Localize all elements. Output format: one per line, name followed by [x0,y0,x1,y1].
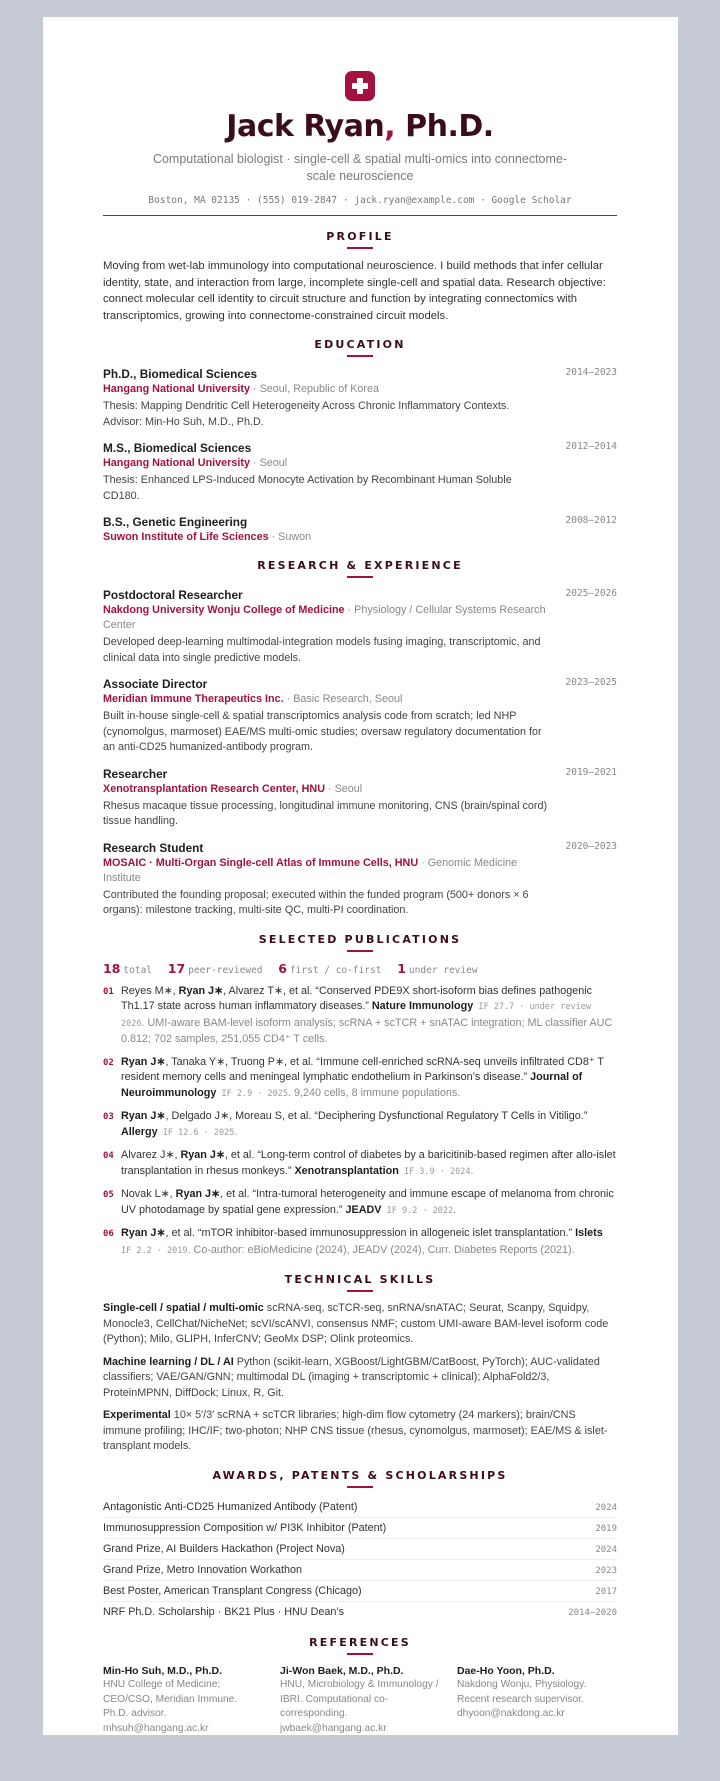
section-underline [347,576,373,578]
entry-description: Built in-house single-cell & spatial transcriptomics analysis code from scratch; led NHP (cynomolgus, marmoset) EAE/MS multi-omic studies; oversaw regulatory documentation for an anti-CD25 humanized-antibody program. [103,710,542,753]
publication-self-author: Ryan J∗ [180,1149,225,1161]
publication-item [103,1109,617,1141]
award-label: NRF Ph.D. Scholarship · BK21 Plus · HNU Dean’s [103,1605,345,1618]
entry-title: Associate Director [103,677,208,691]
research-entry [103,766,617,830]
publication-meta: IF 27.7 · under review 2026 [121,1002,591,1029]
section-title-publications: SELECTED PUBLICATIONS [258,932,462,946]
research-entry [103,587,617,666]
award-label: Grand Prize, Metro Innovation Workathon [103,1563,303,1576]
award-row [103,1497,617,1518]
entry-title: Researcher [103,766,168,781]
publication-journal: Xenotransplantation [294,1164,399,1177]
skill-items: scRNA-seq, scTCR-seq, snRNA/snATAC; Seurat, Scanpy, Squidpy, Monocle3, CellChat/NicheNet; scVI/scANVI, consensus NMF; custom UMI-aware BAM-level isoform code (Python); Milo, GLIPH, InferCNV; GeoMx DSP; Olink proteomics. [103,1302,609,1345]
stat-review-label: under review [408,964,478,976]
entry-institution: Suwon Institute of Life Sciences [103,531,269,543]
publication-number: 03 [103,1112,114,1122]
publication-title: “Deciphering Dysfunctional Regulatory T Cells in Vitiligo.” [314,1110,588,1122]
entry-institution: Hangang National University [103,383,250,395]
skill-category: Single-cell / spatial / multi-omic [103,1302,264,1314]
stat-total-count: 18 [103,960,121,976]
section-underline [347,950,373,952]
entry-location: · Physiology / Cellular Systems Research Center [103,604,546,631]
entry-location: · Seoul, Republic of Korea [250,383,380,395]
entry-date: 2023–2025 [565,677,617,688]
entry-institution: Xenotransplantation Research Center, HNU [103,782,325,795]
stat-total-label: total [123,964,153,976]
reference-detail: HNU, Microbiology & Immunology / IBRI. Computational co-corresponding. [280,1679,439,1719]
education-entry [103,514,617,545]
publication-number: 06 [103,1229,114,1239]
award-year: 2017 [595,1586,617,1597]
header-divider [103,215,617,216]
publication-pre-authors: Novak L∗, [121,1188,176,1200]
entry-title: Postdoctoral Researcher [103,588,243,602]
award-label: Grand Prize, AI Builders Hackathon (Project Nova) [103,1542,345,1555]
entry-description: Thesis: Enhanced LPS-Induced Monocyte Activation by Recombinant Human Soluble CD180. [103,474,512,502]
publication-number: 05 [103,1190,114,1200]
publication-journal: Islets [575,1227,603,1239]
publication-title: “Intra-tumoral heterogeneity and immune escape of melanoma from chronic UV photodamage by spatial gene expression.” [121,1188,614,1216]
name-comma: , [384,109,396,144]
publication-pre-authors: Alvarez J∗, [121,1149,181,1161]
entry-title: Ph.D., Biomedical Sciences [103,367,258,381]
award-year: 2024 [595,1544,617,1555]
reference-name: Min-Ho Suh, M.D., Ph.D. [103,1664,222,1677]
reference-detail: Nakdong Wonju, Physiology. Recent research supervisor. [457,1679,587,1705]
candidate-name [103,109,617,145]
entry-institution: Hangang National University [103,457,250,469]
research-list [103,587,617,919]
section-title-profile: PROFILE [326,230,394,243]
entry-description: Developed deep-learning multimodal-integration models fusing imaging, transcriptomic, and clinical data into single predictive models. [103,636,541,664]
entry-date: 2025–2026 [565,588,617,599]
publication-meta: IF 2.2 · 2019 [121,1245,188,1256]
section-title-references: REFERENCES [309,1635,411,1649]
publication-journal: JEADV [345,1203,382,1216]
publication-extra: . UMI-aware BAM-level isoform analysis; scRNA + scTCR + snATAC integration; ML classifier AUC 0.812; 702 samples, 251,055 CD4⁺ T cells. [121,1016,613,1045]
entry-institution: MOSAIC · Multi-Organ Single-cell Atlas of Immune Cells, HNU [103,856,419,869]
entry-org [103,456,548,471]
section-underline [347,1486,373,1488]
publication-title: “Conserved PDE9X short-isoform bias defines pathogenic Th1.17 state across human inflammatory diseases.” [121,984,593,1012]
reference-detail: HNU College of Medicine; CEO/CSO, Meridian Immune. Ph.D. advisor. [103,1679,238,1719]
medical-cross-icon [345,71,375,101]
resume-content [103,71,617,1736]
skill-category: Experimental [103,1409,171,1421]
publication-authors: , et al. [224,1149,258,1161]
reference-card [103,1664,263,1737]
publication-item [103,1055,617,1103]
award-row [103,1581,617,1602]
entry-date: 2008–2012 [565,515,617,526]
award-year: 2024 [595,1502,617,1513]
entry-org [103,382,548,397]
award-year: 2014–2020 [568,1607,617,1618]
section-underline [347,1653,373,1655]
publication-title: “Immune cell-enriched scRNA-seq unveils infiltrated CD8⁺ T resident memory cells and meningeal lymphatic endothelium in Parkinson’s disease.” [121,1055,604,1083]
publication-title: “mTOR inhibitor-based immunosuppression in allogeneic islet transplantation.” [197,1227,576,1239]
reference-card [457,1664,617,1737]
award-row [103,1539,617,1560]
entry-description: Thesis: Mapping Dendritic Cell Heterogeneity Across Chronic Inflammatory Contexts. Advisor: Min-Ho Suh, M.D., Ph.D. [103,400,510,428]
references-list [103,1664,617,1737]
publication-self-author: Ryan J∗ [178,984,224,997]
reference-email[interactable]: jwbaek@hangang.ac.kr [280,1722,387,1734]
tagline: Computational biologist · single-cell & spatial multi-omics into connectome-scale neuroscience [152,152,568,183]
entry-title: M.S., Biomedical Sciences [103,441,252,455]
publication-item [103,1148,617,1180]
entry-location: · Seoul [250,457,288,469]
publication-meta: IF 3.9 · 2024 [398,1166,471,1177]
skill-group [103,1301,617,1348]
section-title-education: EDUCATION [314,338,406,351]
skill-category: Machine learning / DL / AI [103,1355,234,1368]
publication-meta: IF 12.6 · 2025 [157,1127,235,1138]
publication-authors: , Alvarez T∗, et al. [223,984,316,997]
publication-item [103,1226,617,1259]
entry-institution: Meridian Immune Therapeutics Inc. [103,693,284,705]
publication-item [103,1187,617,1219]
publication-item [103,984,617,1048]
publication-journal: Nature Immunology [371,1000,474,1012]
section-underline [347,247,373,249]
stat-peer-count: 17 [167,960,186,976]
publication-meta: IF 9.2 · 2022 [381,1205,454,1216]
award-label: Antagonistic Anti-CD25 Humanized Antibody (Patent) [103,1500,358,1513]
entry-date: 2019–2021 [565,766,617,778]
publication-authors: , et al. [165,1227,198,1239]
section-title-awards: AWARDS, PATENTS & SCHOLARSHIPS [212,1468,508,1482]
publication-list [103,984,617,1260]
entry-title: B.S., Genetic Engineering [103,515,248,529]
skill-group [103,1355,617,1402]
publication-authors: , et al. [220,1188,253,1200]
publication-extra: . Co-author: eBioMedicine (2024), JEADV (2024), Curr. Diabetes Reports (2021). [187,1243,575,1256]
reference-email[interactable]: mhsuh@hangang.ac.kr [103,1722,209,1734]
reference-card [280,1664,440,1737]
entry-location: · Basic Research, Seoul [283,693,403,705]
publication-number: 02 [103,1057,114,1068]
entry-location: · Suwon [268,531,312,543]
publication-extra: . [234,1125,238,1138]
skill-items: 10× 5′/3′ scRNA + scTCR libraries; high-dim flow cytometry (24 markers); brain/CNS immune profiling; IHC/IF; two-photon; NHP CNS tissue (rhesus, cynomolgus, marmoset); EAE/MS & islet-transplant models. [103,1409,608,1452]
research-entry [103,676,617,756]
skills-list [103,1301,617,1455]
stat-review-count: 1 [397,960,406,976]
publication-pre-authors: Reyes M∗, [121,984,179,997]
education-entry [103,440,617,504]
name-suffix: Ph.D. [395,109,494,144]
publication-stats [103,961,617,976]
contact-line: Boston, MA 02135 · (555) 019-2847 · jack.ryan@example.com · Google Scholar [148,195,572,206]
stat-first-count: 6 [278,960,287,976]
publication-authors: , Delgado J∗, Moreau S, et al. [165,1110,315,1122]
publication-number: 01 [103,986,114,997]
skill-items: Python (scikit-learn, XGBoost/LightGBM/CatBoost, PyTorch); AUC-validated classifiers; VAE/GAN/GNN; multimodal DL (imaging + transcriptomic + clinical); AlphaFold2/3, ProteinMPNN, DiffDock; Linux, R, Git. [103,1355,600,1399]
skill-group [103,1408,617,1455]
entry-location: · Seoul [325,782,363,795]
entry-org [103,856,548,886]
entry-date: 2012–2014 [565,441,617,452]
section-title-skills: TECHNICAL SKILLS [284,1273,436,1286]
stat-peer-label: peer-reviewed [188,964,263,976]
publication-number: 04 [103,1151,114,1161]
section-underline [347,355,373,357]
education-list [103,366,617,545]
resume-page [43,17,678,1735]
publication-extra: . 9,240 cells, 8 immune populations. [288,1086,461,1099]
award-year: 2023 [595,1565,617,1576]
award-label: Immunosuppression Composition w/ PI3K Inhibitor (Patent) [103,1521,387,1534]
entry-org [103,692,548,707]
section-underline [347,1290,373,1292]
publication-title: “Long-term control of diabetes by a baricitinib-based regimen after allo-islet transplantation in rhesus monkeys.” [121,1149,616,1177]
publication-journal: Allergy [121,1125,158,1138]
entry-org [103,782,548,797]
entry-description: Contributed the founding proposal; executed within the funded program (500+ donors × 6 organs): milestone tracking, multi-site QC, multi-PI coordination. [103,888,529,916]
publication-self-author: Ryan J∗ [121,1055,166,1068]
award-label: Best Poster, American Transplant Congress (Chicago) [103,1584,362,1597]
publication-self-author: Ryan J∗ [121,1110,166,1122]
publication-meta: IF 2.9 · 2025 [216,1088,289,1099]
publication-self-author: Ryan J∗ [175,1188,221,1200]
section-title-research: RESEARCH & EXPERIENCE [257,559,463,572]
award-row [103,1560,617,1581]
entry-title: Research Student [103,840,204,855]
publication-extra: . [453,1203,457,1216]
entry-org [103,603,548,633]
reference-name: Ji-Won Baek, M.D., Ph.D. [280,1664,404,1677]
entry-date: 2020–2023 [565,840,617,852]
name-main: Jack Ryan [226,109,385,144]
education-entry [103,366,617,430]
entry-date: 2014–2023 [565,367,617,378]
publication-self-author: Ryan J∗ [121,1227,166,1239]
entry-description: Rhesus macaque tissue processing, longitudinal immune monitoring, CNS (brain/spinal cord) tissue handling. [103,799,548,827]
publication-extra: . [470,1164,474,1177]
awards-list [103,1497,617,1622]
reference-name: Dae-Ho Yoon, Ph.D. [457,1664,555,1677]
stat-first-label: first / co-first [289,964,382,976]
profile-text: Moving from wet-lab immunology into computational neuroscience. I build methods that infer cellular identity, state, and interaction from large, incomplete single-cell and spatial data. Research objective: connect molecular cell identity to circuit structure and function by integrating connectomics with transcriptomics, growing into connectome-constrained circuit models. [103,260,606,322]
award-row [103,1518,617,1539]
reference-email[interactable]: dhyoon@nakdong.ac.kr [457,1708,565,1719]
entry-institution: Nakdong University Wonju College of Medicine [103,604,345,616]
publication-authors: , Tanaka Y∗, Truong P∗, et al. [165,1055,317,1068]
entry-org [103,530,548,545]
award-year: 2019 [595,1523,617,1534]
publication-journal: Journal of Neuroimmunology [121,1071,583,1099]
research-entry [103,840,617,919]
award-row [103,1602,617,1622]
entry-location: · Genomic Medicine Institute [103,856,518,884]
